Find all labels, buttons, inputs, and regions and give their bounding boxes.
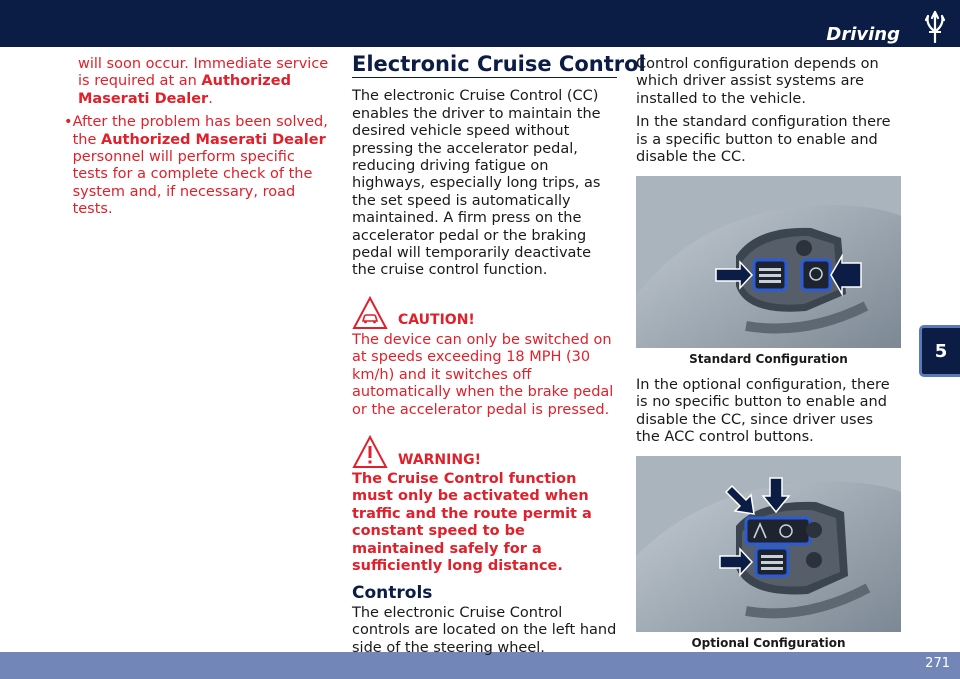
page-heading: Electronic Cruise Control xyxy=(352,56,617,78)
warning-header xyxy=(352,435,617,469)
warning-triangle-icon xyxy=(352,435,388,469)
chapter-tab[interactable]: 5 xyxy=(919,325,960,377)
optional-configuration-caption: Optional Configuration xyxy=(691,636,846,651)
steering-wheel-optional-illustration xyxy=(636,456,901,632)
continuation-paragraph: will soon occur. Immediate service is required at an Authorized Maserati Dealer. xyxy=(78,56,329,107)
steering-wheel-standard-illustration xyxy=(636,176,901,348)
dealer-emphasis: Authorized Maserati Dealer xyxy=(100,131,326,148)
dealer-emphasis: Authorized Maserati Dealer xyxy=(78,73,291,107)
warning-text: The Cruise Control function must only be activated when traffic and the route permit a constant speed to be maintained safely for a sufficiently long distance. xyxy=(352,470,592,574)
list-item: • After the problem has been solved, the Authorized Maserati Dealer personnel will perform specific tests for a complete check of the system and, if necessary, road tests. xyxy=(64,114,328,218)
controls-paragraph: The electronic Cruise Control controls are located on the left hand side of the steering wheel. xyxy=(352,604,617,656)
header-bar xyxy=(0,0,960,47)
optional-configuration-figure xyxy=(636,456,901,632)
section-title: Driving xyxy=(826,24,900,45)
right-column xyxy=(636,56,901,661)
config-paragraph: Control configuration depends on which driver assist systems are installed to the vehicle. xyxy=(636,56,879,107)
maserati-trident-logo xyxy=(920,10,950,44)
caution-text: The device can only be switched on at speeds exceeding 18 MPH (30 km/h) and it switches off automatically when the brake pedal or the accelerator pedal is pressed. xyxy=(352,331,614,418)
page-number: 271 xyxy=(925,656,950,671)
caution-title: CAUTION! xyxy=(398,312,475,329)
standard-config-paragraph: In the standard configuration there is a specific button to enable and disable the CC. xyxy=(636,114,891,166)
standard-configuration-caption: Standard Configuration xyxy=(689,352,848,367)
optional-config-paragraph: In the optional configuration, there is no specific button to enable and disable the CC, since driver uses the ACC control buttons. xyxy=(636,376,890,446)
bullet-marker: • xyxy=(64,114,73,131)
middle-column xyxy=(352,52,646,663)
warning-title: WARNING! xyxy=(398,451,481,468)
intro-paragraph: The electronic Cruise Control (CC) enables the driver to maintain the desired vehicle speed without pressing the accelerator pedal, reducing driving fatigue on highways, especially long trips, as the set speed is automatically maintained. A firm press on the accelerator pedal or the braking pedal will temporarily deactivate the cruise control function. xyxy=(352,88,601,279)
controls-heading: Controls xyxy=(352,583,433,604)
car-caution-icon xyxy=(352,296,388,330)
left-column xyxy=(64,56,330,219)
standard-configuration-figure xyxy=(636,176,901,348)
caution-header xyxy=(352,296,617,330)
